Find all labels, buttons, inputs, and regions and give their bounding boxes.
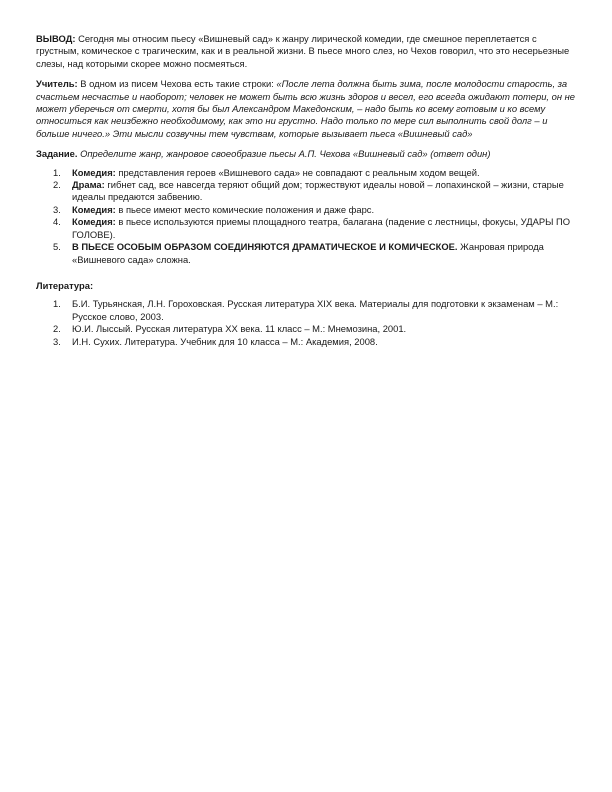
task-text: Определите жанр, жанровое своеобразие пьесы А.П. Чехова «Вишневый сад» (ответ один) bbox=[77, 148, 491, 160]
option-text: Жанровая природа «Вишневого сада» сложна. bbox=[72, 241, 544, 265]
option-number: 2. bbox=[53, 179, 61, 191]
option-text: в пьесе имеют место комические положения и даже фарс. bbox=[115, 203, 375, 215]
literature-number: 1. bbox=[53, 298, 61, 310]
task-paragraph bbox=[36, 148, 576, 160]
teacher-paragraph bbox=[36, 78, 576, 140]
option-text: представления героев «Вишневого сада» не совпадают с реальным ходом вещей. bbox=[115, 166, 480, 178]
answer-option bbox=[36, 216, 576, 241]
literature-list bbox=[36, 298, 576, 348]
literature-text: И.Н. Сухих. Литература. Учебник для 10 класса – М.: Академия, 2008. bbox=[72, 335, 378, 347]
option-label: В ПЬЕСЕ ОСОБЫМ ОБРАЗОМ СОЕДИНЯЮТСЯ ДРАМАТИЧЕСКОЕ И КОМИЧЕСКОЕ. bbox=[72, 241, 458, 253]
answer-option bbox=[36, 167, 576, 179]
literature-text: Ю.И. Лыссый. Русская литература XX века. 11 класс – М.: Мнемозина, 2001. bbox=[72, 323, 407, 335]
teacher-label: Учитель: bbox=[36, 78, 78, 90]
literature-heading-text: Литература: bbox=[36, 279, 94, 291]
answer-options-list bbox=[36, 167, 576, 266]
literature-item bbox=[36, 336, 576, 348]
option-number: 5. bbox=[53, 241, 61, 253]
literature-item bbox=[36, 323, 576, 335]
teacher-quote: «После лета должна быть зима, после молодости старость, за счастьем несчастье и наоборот; человек не может быть всю жизнь здоров и весел, его всегда ожидают потери, он не может уберечься от смерти, хотя бы был Александром Македонским, – надо быть ко всему готовым и ко всему относиться как неизбежно необходимому, как это ни грустно. Надо только по мере сил выполнить свой долг – и больше ничего.» Эти мысли созвучны тем чувствам, которые вызывает пьеса «Вишневый сад» bbox=[36, 78, 575, 139]
teacher-intro: В одном из писем Чехова есть такие строки: bbox=[77, 78, 277, 90]
conclusion-paragraph bbox=[36, 33, 576, 70]
option-label: Комедия: bbox=[72, 216, 116, 228]
option-number: 3. bbox=[53, 203, 61, 215]
literature-number: 2. bbox=[53, 323, 61, 335]
task-label: Задание. bbox=[36, 148, 78, 160]
conclusion-label: ВЫВОД: bbox=[36, 33, 76, 44]
answer-option bbox=[36, 179, 576, 204]
conclusion-text: Сегодня мы относим пьесу «Вишневый сад» к жанру лирической комедии, где смешное переплетается с грустным, комическое с трагическим, как и в реальной жизни. В пьесе много слез, но Чехов говорил, что это несерьезные слезы, над которыми скорее можно посмеяться. bbox=[36, 33, 570, 69]
literature-text: Б.И. Турьянская, Л.Н. Гороховская. Русская литература XIX века. Материалы для подготовки к экзаменам – М.: Русское слово, 2003. bbox=[72, 298, 559, 322]
literature-heading bbox=[36, 280, 576, 292]
document-content bbox=[36, 33, 576, 348]
answer-option bbox=[36, 204, 576, 216]
option-text: гибнет сад, все навсегда теряют общий дом; торжествуют идеалы новой – лопахинской – жизни, старые идеалы предаются забвению. bbox=[72, 179, 564, 203]
literature-item bbox=[36, 298, 576, 323]
option-text: в пьесе используются приемы площадного театра, балагана (падение с лестницы, фокусы, УДАРЫ ПО ГОЛОВЕ). bbox=[72, 216, 571, 240]
option-label: Драма: bbox=[72, 179, 105, 191]
option-number: 1. bbox=[53, 166, 61, 178]
answer-option bbox=[36, 241, 576, 266]
option-label: Комедия: bbox=[72, 166, 116, 178]
option-number: 4. bbox=[53, 216, 61, 228]
option-label: Комедия: bbox=[72, 203, 116, 215]
literature-number: 3. bbox=[53, 335, 61, 347]
